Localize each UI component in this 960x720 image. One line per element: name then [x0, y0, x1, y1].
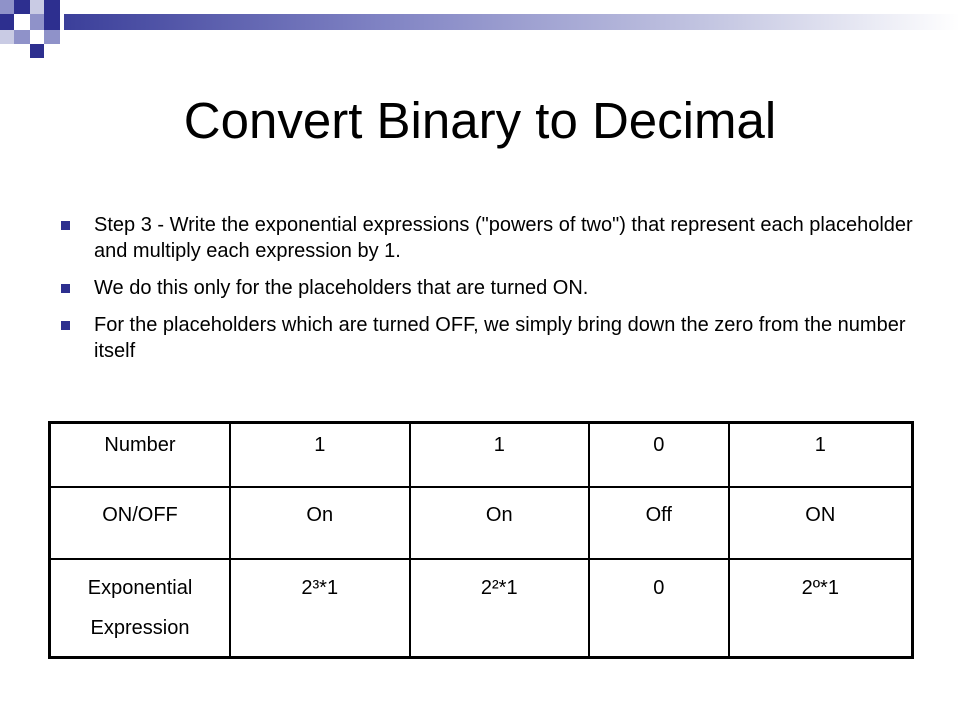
- deco-square: [0, 30, 14, 44]
- deco-square: [0, 14, 14, 30]
- binary-table: [48, 421, 914, 659]
- deco-square: [44, 14, 60, 30]
- square-bullet-icon: [61, 284, 70, 293]
- slide-title: Convert Binary to Decimal: [183, 92, 777, 149]
- table-cell: 1: [410, 423, 590, 488]
- square-bullet-icon: [61, 321, 70, 330]
- header-gradient-bar: [64, 14, 960, 30]
- deco-square: [0, 0, 14, 14]
- row-label: ON/OFF: [102, 504, 178, 526]
- row-label-cell: [50, 423, 231, 488]
- table-cell: Off: [589, 487, 729, 559]
- square-bullet-icon: [61, 221, 70, 230]
- deco-square: [30, 14, 44, 30]
- bullet-item: [58, 212, 918, 264]
- row-label: Exponential: [87, 577, 193, 599]
- table-cell: 0: [589, 423, 729, 488]
- table-cell: 2²*1: [410, 559, 590, 658]
- table-cell: On: [410, 487, 590, 559]
- row-label-cell: [50, 559, 231, 658]
- table-row-exponential: [50, 559, 913, 658]
- table-cell: 1: [729, 423, 913, 488]
- table-cell: 1: [230, 423, 410, 488]
- deco-square: [14, 14, 30, 30]
- deco-square: [14, 30, 30, 44]
- table-cell: 2³*1: [230, 559, 410, 658]
- row-label: Expression: [90, 617, 190, 639]
- table-cell: ON: [729, 487, 913, 559]
- table-cell: On: [230, 487, 410, 559]
- bullet-list: [58, 212, 918, 375]
- deco-square: [30, 0, 44, 14]
- bullet-text: For the placeholders which are turned OFF, we simply bring down the zero from the number itself: [94, 314, 906, 362]
- deco-square: [14, 0, 30, 14]
- table-cell: 2º*1: [729, 559, 913, 658]
- deco-square: [44, 0, 60, 14]
- table-row-number: [50, 423, 913, 488]
- bullet-text: We do this only for the placeholders that are turned ON.: [94, 277, 589, 299]
- bullet-text: Step 3 - Write the exponential expressions ("powers of two") that represent each placeholder and multiply each expression by 1.: [94, 214, 913, 262]
- table-row-on-off: [50, 487, 913, 559]
- row-label-cell: [50, 487, 231, 559]
- table-cell: 0: [589, 559, 729, 658]
- row-label: Number: [104, 434, 176, 456]
- deco-square: [30, 30, 44, 44]
- bullet-item: [58, 312, 918, 364]
- deco-square: [44, 30, 60, 44]
- bullet-item: [58, 275, 918, 301]
- deco-square: [30, 44, 44, 58]
